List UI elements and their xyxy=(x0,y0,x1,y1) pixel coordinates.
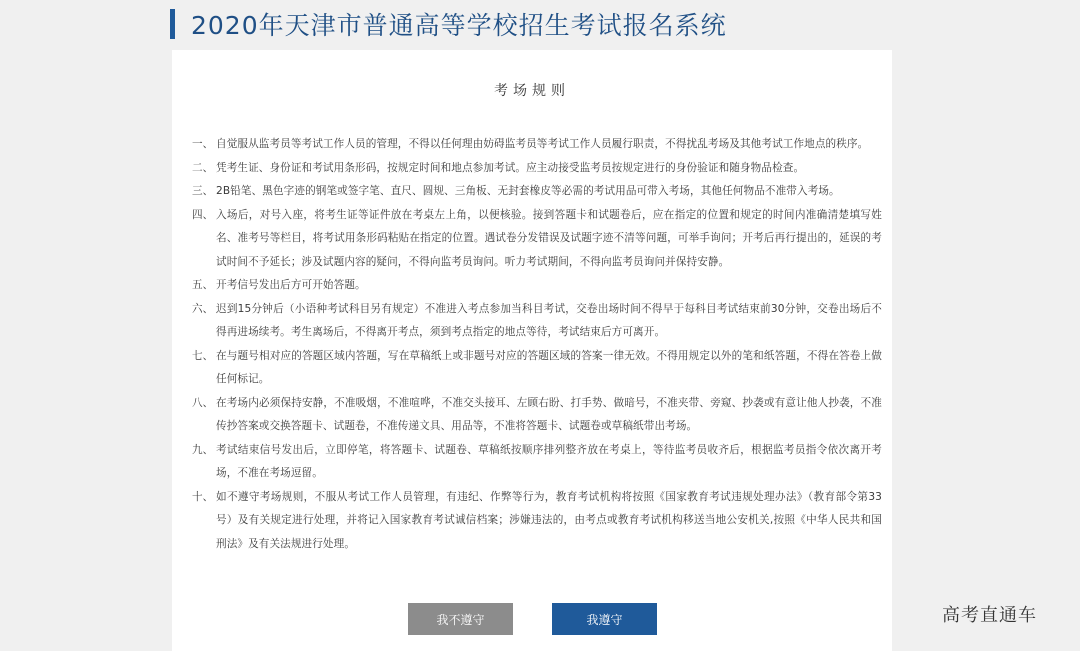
rule-number: 十、 xyxy=(192,490,214,503)
rule-item xyxy=(192,133,882,157)
rule-item xyxy=(192,157,882,181)
rule-text: 自觉服从监考员等考试工作人员的管理，不得以任何理由妨碍监考员等考试工作人员履行职责，不得扰乱考场及其他考试工作地点的秩序。 xyxy=(216,138,869,150)
rule-item xyxy=(192,298,882,345)
rule-text: 考试结束信号发出后，立即停笔，将答题卡、试题卷、草稿纸按顺序排列整齐放在考桌上，等待监考员收齐后，根据监考员指令依次离开考场，不准在考场逗留。 xyxy=(216,443,882,479)
rule-text: 开考信号发出后方可开始答题。 xyxy=(216,279,366,291)
decline-button[interactable]: 我不遵守 xyxy=(408,603,513,635)
rule-text: 2B铅笔、黑色字迹的钢笔或签字笔、直尺、圆规、三角板、无封套橡皮等必需的考试用品可带入考场，其他任何物品不准带入考场。 xyxy=(216,185,840,197)
rule-number: 四、 xyxy=(192,208,214,221)
rules-list xyxy=(192,133,882,556)
rule-number: 一、 xyxy=(192,138,214,150)
page-header xyxy=(170,6,727,42)
rule-text: 如不遵守考场规则，不服从考试工作人员管理，有违纪、作弊等行为，教育考试机构将按照《国家教育考试违规处理办法》（教育部令第33号）及有关规定进行处理，并将记入国家教育考试诚信档案；涉嫌违法的，由考点或教育考试机构移送当地公安机关,按照《中华人民共和国刑法》及有关法规进行处理。 xyxy=(216,490,882,550)
page-title: 2020年天津市普通高等学校招生考试报名系统 xyxy=(191,11,727,40)
accept-button[interactable]: 我遵守 xyxy=(552,603,657,635)
rule-text: 在考场内必须保持安静，不准吸烟，不准喧哗，不准交头接耳、左顾右盼、打手势、做暗号，不准夹带、旁窥、抄袭或有意让他人抄袭，不准传抄答案或交换答题卡、试题卷，不准传递文具、用品等，不准将答题卡、试题卷或草稿纸带出考场。 xyxy=(216,396,882,432)
rule-text: 入场后，对号入座，将考生证等证件放在考桌左上角，以便核验。接到答题卡和试题卷后，应在指定的位置和规定的时间内准确清楚填写姓名、准考号等栏目，将考试用条形码粘贴在指定的位置。遇试卷分发错误及试题字迹不清等问题，可举手询问；开考后再行提出的，延误的考试时间不予延长；涉及试题内容的疑问，不得向监考员询问。听力考试期间，不得向监考员询问并保持安静。 xyxy=(216,208,882,268)
rule-item xyxy=(192,392,882,439)
header-accent-bar xyxy=(170,9,175,39)
rule-number: 七、 xyxy=(192,349,214,362)
watermark-text: 高考直通车 xyxy=(942,605,1037,626)
rule-item xyxy=(192,486,882,557)
rules-panel xyxy=(172,50,892,651)
rule-number: 五、 xyxy=(192,279,214,291)
rule-number: 六、 xyxy=(192,302,214,315)
rule-item xyxy=(192,439,882,486)
rule-number: 八、 xyxy=(192,396,214,409)
rule-text: 凭考生证、身份证和考试用条形码，按规定时间和地点参加考试。应主动接受监考员按规定进行的身份验证和随身物品检查。 xyxy=(216,161,805,174)
rule-item xyxy=(192,180,882,204)
rule-item xyxy=(192,345,882,392)
rule-number: 三、 xyxy=(192,185,214,197)
rules-title: 考场规则 xyxy=(494,83,570,99)
rule-item xyxy=(192,204,882,275)
rule-text: 在与题号相对应的答题区域内答题，写在草稿纸上或非题号对应的答题区域的答案一律无效。不得用规定以外的笔和纸答题，不得在答卷上做任何标记。 xyxy=(216,349,882,385)
rule-text: 迟到15分钟后（小语种考试科目另有规定）不准进入考点参加当科目考试，交卷出场时间不得早于每科目考试结束前30分钟，交卷出场后不得再进场续考。考生离场后，不得离开考点，须到考点指定的地点等待，考试结束后方可离开。 xyxy=(216,302,882,338)
rule-item xyxy=(192,274,882,298)
rule-number: 二、 xyxy=(192,161,214,174)
rule-number: 九、 xyxy=(192,443,214,456)
